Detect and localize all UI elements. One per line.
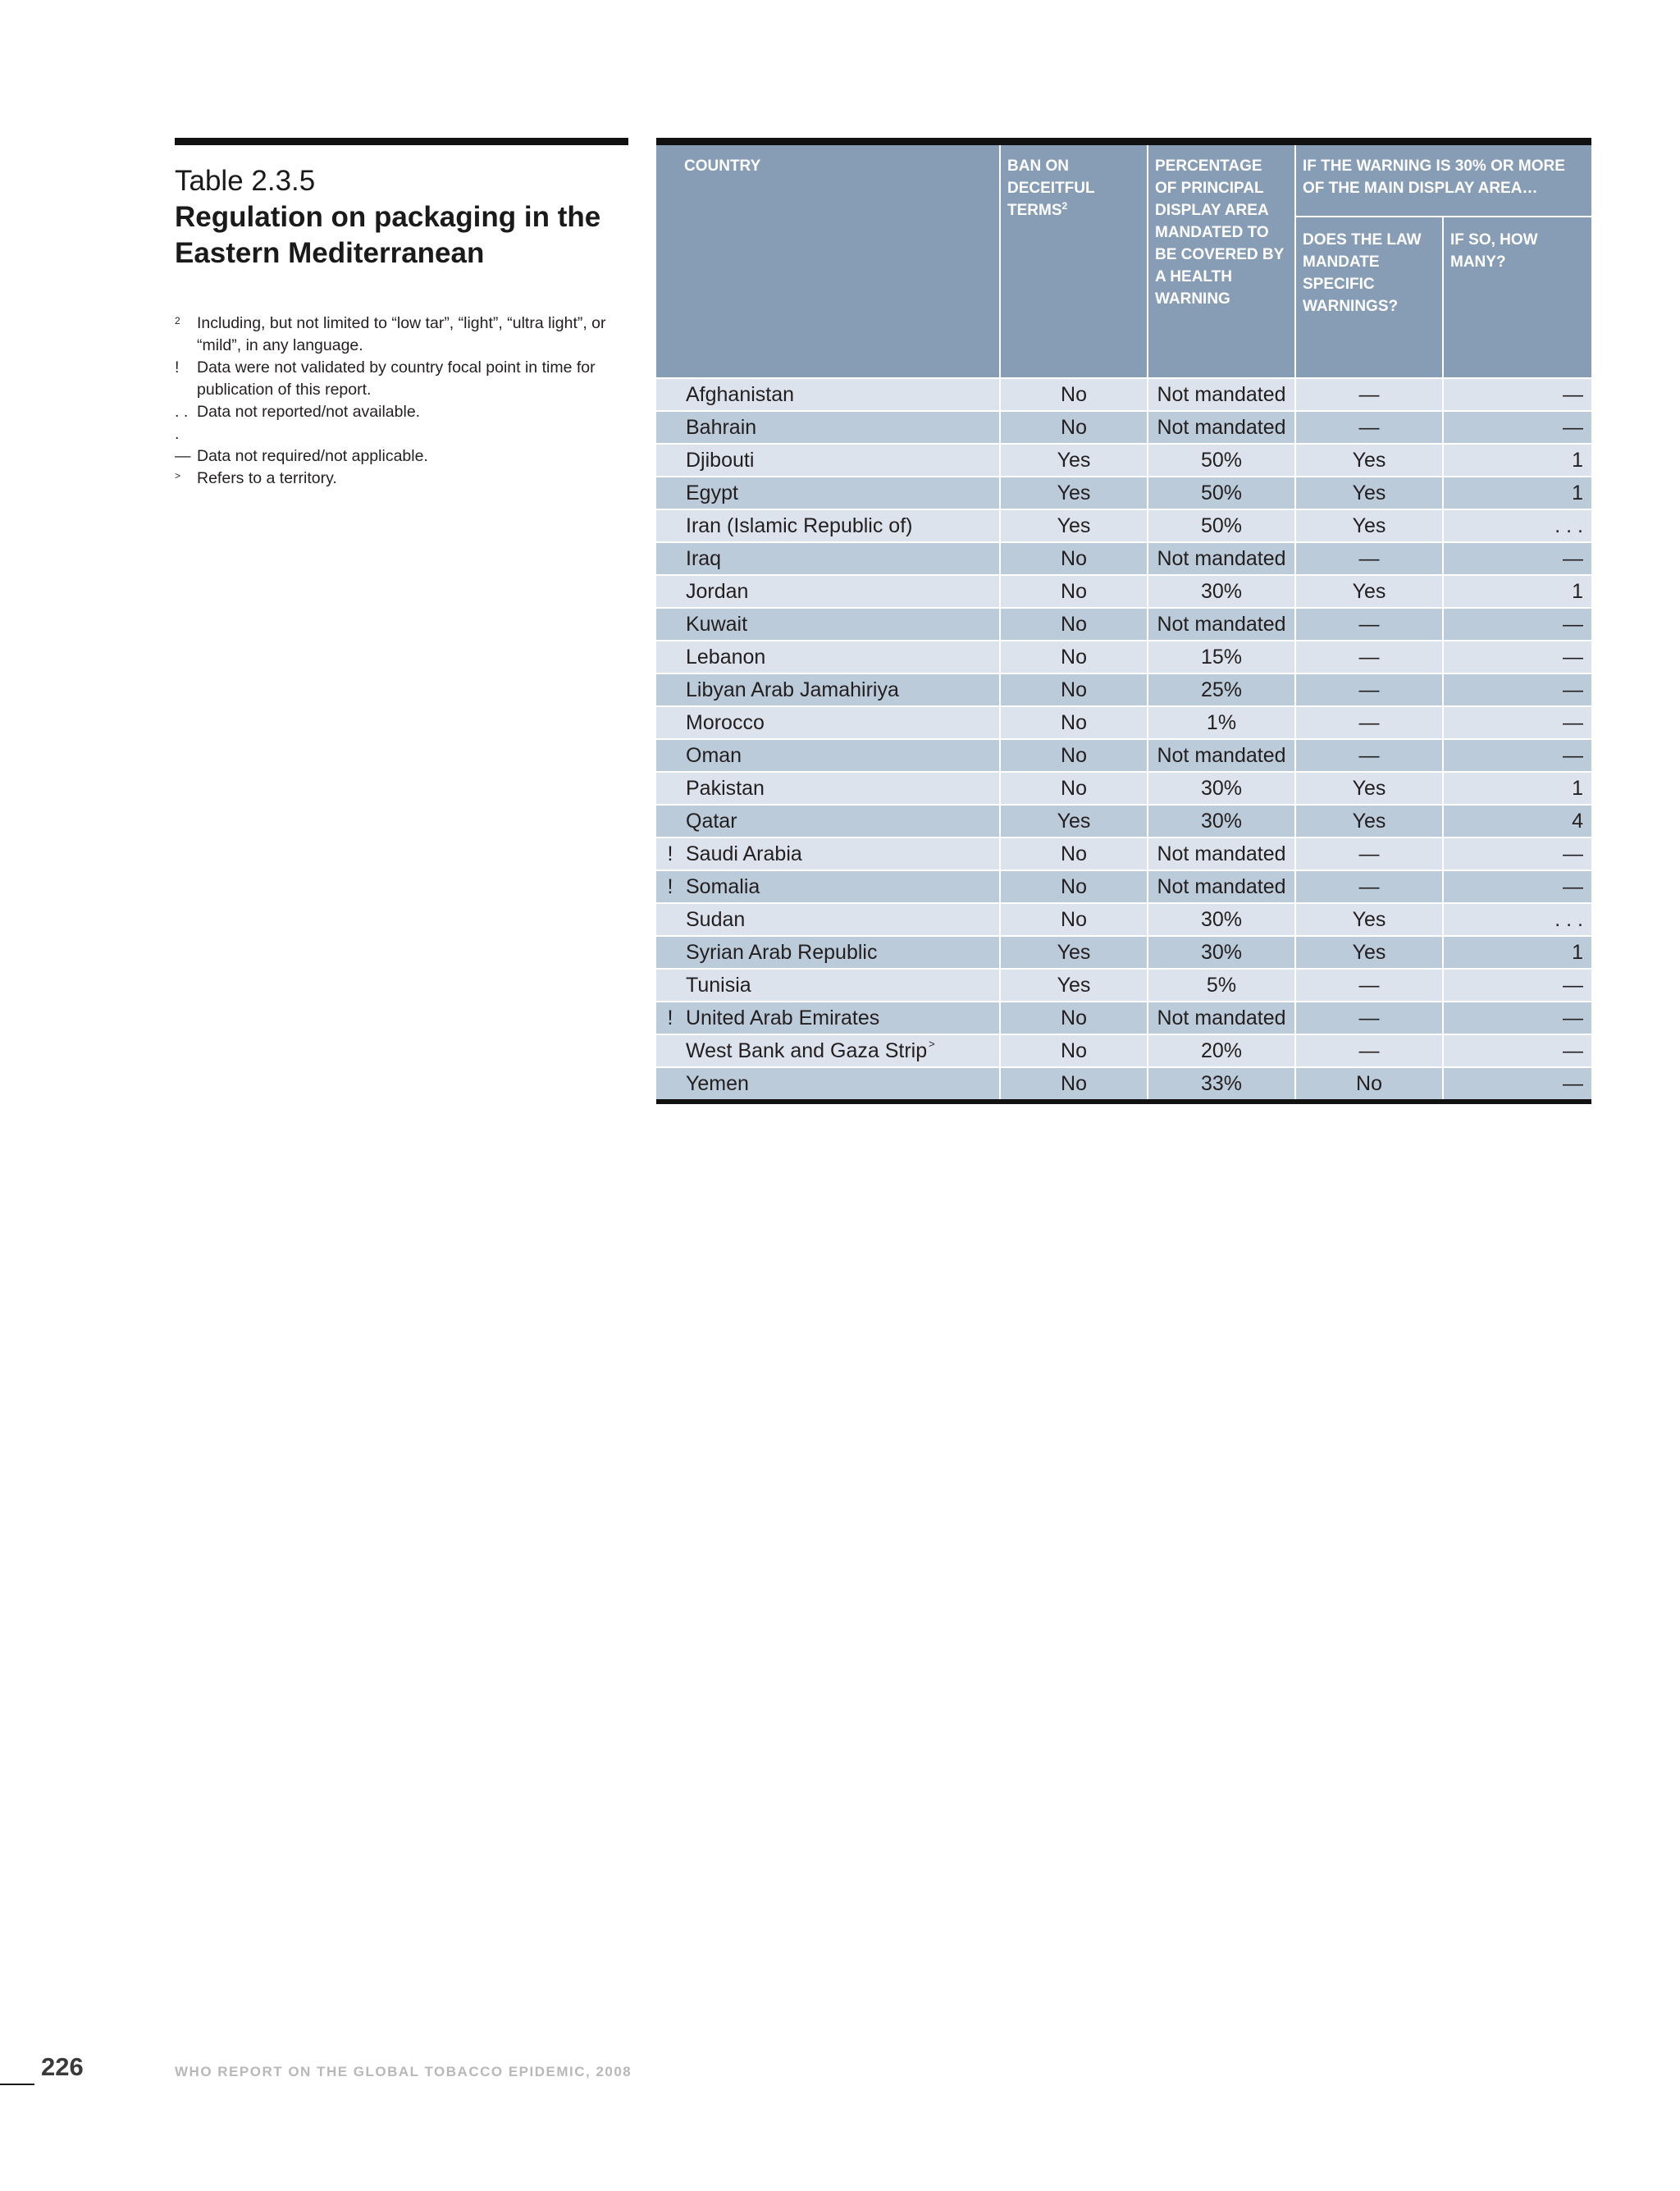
table-header	[656, 145, 1591, 378]
validation-flag	[656, 411, 684, 444]
validation-flag	[656, 608, 684, 641]
validation-flag	[656, 673, 684, 706]
footnote-mark: 2	[175, 315, 180, 326]
cell-how-many: —	[1443, 870, 1591, 903]
validation-flag	[656, 575, 684, 608]
cell-specific-warnings: —	[1295, 673, 1443, 706]
cell-country	[684, 542, 1000, 575]
cell-ban-deceitful-terms: No	[1000, 378, 1148, 411]
validation-flag	[656, 542, 684, 575]
table-top-rule	[656, 138, 1591, 145]
cell-ban-deceitful-terms: No	[1000, 739, 1148, 772]
cell-ban-deceitful-terms: Yes	[1000, 969, 1148, 1002]
cell-specific-warnings: —	[1295, 1002, 1443, 1034]
header-ban-label: BAN ON DECEITFUL TERMS	[1007, 157, 1095, 219]
table-row	[656, 870, 1591, 903]
cell-how-many: —	[1443, 1067, 1591, 1099]
cell-how-many: 4	[1443, 805, 1591, 838]
table-row	[656, 936, 1591, 969]
footnote-text: Data were not validated by country focal point in time for publication of this report.	[197, 358, 596, 399]
cell-ban-deceitful-terms: No	[1000, 838, 1148, 870]
cell-ban-deceitful-terms: Yes	[1000, 936, 1148, 969]
country-name: Pakistan	[686, 777, 765, 800]
country-name: Yemen	[686, 1072, 749, 1095]
cell-percentage: Not mandated	[1148, 1002, 1295, 1034]
cell-country	[684, 739, 1000, 772]
cell-how-many: 1	[1443, 936, 1591, 969]
cell-percentage: Not mandated	[1148, 608, 1295, 641]
validation-flag	[656, 969, 684, 1002]
cell-percentage: Not mandated	[1148, 838, 1295, 870]
cell-how-many: —	[1443, 378, 1591, 411]
footnote-text: Including, but not limited to “low tar”, “light”, “ultra light”, or “mild”, in any language.	[197, 314, 606, 354]
validation-flag	[656, 444, 684, 477]
cell-country	[684, 903, 1000, 936]
table-title-line-2: Eastern Mediterranean	[175, 237, 485, 269]
table-row	[656, 772, 1591, 805]
header-country	[656, 145, 1000, 378]
footnote-mark: >	[175, 470, 181, 482]
table-number: Table 2.3.5	[175, 165, 316, 197]
validation-flag: !	[656, 1002, 684, 1034]
cell-percentage: Not mandated	[1148, 739, 1295, 772]
cell-percentage: 30%	[1148, 805, 1295, 838]
cell-percentage: 1%	[1148, 706, 1295, 739]
cell-how-many: —	[1443, 673, 1591, 706]
cell-how-many: 1	[1443, 444, 1591, 477]
cell-percentage: Not mandated	[1148, 542, 1295, 575]
cell-ban-deceitful-terms: No	[1000, 575, 1148, 608]
cell-ban-deceitful-terms: No	[1000, 706, 1148, 739]
validation-flag	[656, 509, 684, 542]
country-name: Syrian Arab Republic	[686, 941, 878, 964]
cell-country	[684, 1002, 1000, 1034]
country-name: Iraq	[686, 547, 722, 570]
cell-percentage: 33%	[1148, 1067, 1295, 1099]
table-row	[656, 838, 1591, 870]
cell-ban-deceitful-terms: Yes	[1000, 805, 1148, 838]
cell-how-many: 1	[1443, 772, 1591, 805]
country-name: Qatar	[686, 810, 737, 833]
cell-how-many: —	[1443, 411, 1591, 444]
cell-how-many: —	[1443, 969, 1591, 1002]
footnote	[175, 401, 628, 445]
cell-specific-warnings: —	[1295, 870, 1443, 903]
cell-how-many: —	[1443, 1034, 1591, 1067]
header-specific-warnings: DOES THE LAW MANDATE SPECIFIC WARNINGS?	[1295, 217, 1443, 378]
table-row	[656, 706, 1591, 739]
table-row	[656, 444, 1591, 477]
header-how-many: IF SO, HOW MANY?	[1443, 217, 1591, 378]
footnote-mark: !	[175, 358, 180, 377]
table-caption	[175, 138, 628, 490]
table-row	[656, 1002, 1591, 1034]
cell-how-many: —	[1443, 706, 1591, 739]
cell-percentage: 50%	[1148, 444, 1295, 477]
footnote	[175, 468, 628, 490]
table-title-line-1: Regulation on packaging in the	[175, 201, 601, 233]
cell-ban-deceitful-terms: No	[1000, 542, 1148, 575]
title-rule	[175, 138, 628, 145]
validation-flag	[656, 378, 684, 411]
cell-country	[684, 673, 1000, 706]
table-row	[656, 739, 1591, 772]
country-name: Afghanistan	[686, 383, 795, 406]
country-name: Lebanon	[686, 646, 766, 669]
table-bottom-rule	[656, 1099, 1591, 1104]
country-name: Oman	[686, 744, 742, 767]
validation-flag	[656, 805, 684, 838]
cell-percentage: 30%	[1148, 903, 1295, 936]
cell-specific-warnings: —	[1295, 1034, 1443, 1067]
cell-ban-deceitful-terms: No	[1000, 903, 1148, 936]
cell-country	[684, 706, 1000, 739]
cell-percentage: 5%	[1148, 969, 1295, 1002]
country-name: United Arab Emirates	[686, 1006, 880, 1029]
validation-flag	[656, 772, 684, 805]
table-row	[656, 641, 1591, 673]
cell-percentage: 30%	[1148, 772, 1295, 805]
cell-country	[684, 509, 1000, 542]
cell-ban-deceitful-terms: No	[1000, 1067, 1148, 1099]
cell-country	[684, 805, 1000, 838]
cell-percentage: Not mandated	[1148, 870, 1295, 903]
country-name: Libyan Arab Jamahiriya	[686, 678, 899, 701]
table-row	[656, 542, 1591, 575]
country-name: Kuwait	[686, 613, 748, 636]
table-body	[656, 378, 1591, 1099]
cell-percentage: 30%	[1148, 575, 1295, 608]
validation-flag	[656, 1034, 684, 1067]
table-row	[656, 805, 1591, 838]
cell-specific-warnings: Yes	[1295, 575, 1443, 608]
table-row	[656, 509, 1591, 542]
table-row	[656, 608, 1591, 641]
cell-country	[684, 1034, 1000, 1067]
cell-country	[684, 444, 1000, 477]
footnotes	[175, 313, 628, 490]
cell-specific-warnings: —	[1295, 969, 1443, 1002]
cell-specific-warnings: —	[1295, 739, 1443, 772]
cell-country	[684, 411, 1000, 444]
table-row	[656, 969, 1591, 1002]
footnote-text: Data not reported/not available.	[197, 403, 421, 421]
cell-how-many: . . .	[1443, 509, 1591, 542]
cell-country	[684, 378, 1000, 411]
header-ban-deceitful-terms	[1000, 145, 1148, 378]
cell-ban-deceitful-terms: No	[1000, 641, 1148, 673]
validation-flag	[656, 903, 684, 936]
cell-country	[684, 936, 1000, 969]
cell-specific-warnings: Yes	[1295, 509, 1443, 542]
country-name: Somalia	[686, 875, 760, 898]
cell-percentage: 20%	[1148, 1034, 1295, 1067]
table-row	[656, 1067, 1591, 1099]
cell-percentage: 50%	[1148, 509, 1295, 542]
cell-country	[684, 608, 1000, 641]
country-name: Jordan	[686, 580, 749, 603]
cell-ban-deceitful-terms: No	[1000, 1002, 1148, 1034]
table-row	[656, 575, 1591, 608]
page-number: 226	[41, 2052, 84, 2081]
country-name: West Bank and Gaza Strip	[686, 1039, 928, 1062]
table-row	[656, 1034, 1591, 1067]
footnote-text: Data not required/not applicable.	[197, 447, 428, 465]
header-country-label: COUNTRY	[684, 157, 761, 175]
cell-specific-warnings: Yes	[1295, 936, 1443, 969]
cell-specific-warnings: —	[1295, 641, 1443, 673]
footnote	[175, 313, 628, 357]
country-name: Iran (Islamic Republic of)	[686, 514, 913, 537]
cell-specific-warnings: —	[1295, 542, 1443, 575]
cell-specific-warnings: Yes	[1295, 772, 1443, 805]
validation-flag: !	[656, 870, 684, 903]
validation-flag	[656, 936, 684, 969]
cell-percentage: 25%	[1148, 673, 1295, 706]
cell-specific-warnings: —	[1295, 838, 1443, 870]
packaging-regulation-table	[656, 138, 1591, 1104]
validation-flag	[656, 739, 684, 772]
table-row	[656, 903, 1591, 936]
footnote-text: Refers to a territory.	[197, 469, 337, 487]
country-name: Bahrain	[686, 416, 757, 439]
cell-ban-deceitful-terms: No	[1000, 870, 1148, 903]
cell-country	[684, 575, 1000, 608]
header-percentage-display-area: PERCENTAGE OF PRINCIPAL DISPLAY AREA MANDATED TO BE COVERED BY A HEALTH WARNING	[1148, 145, 1295, 378]
cell-how-many: 1	[1443, 477, 1591, 509]
cell-specific-warnings: Yes	[1295, 805, 1443, 838]
cell-specific-warnings: —	[1295, 378, 1443, 411]
cell-how-many: —	[1443, 641, 1591, 673]
cell-country	[684, 838, 1000, 870]
cell-country	[684, 870, 1000, 903]
header-ban-footnote-ref: 2	[1061, 200, 1068, 212]
cell-percentage: 50%	[1148, 477, 1295, 509]
cell-how-many: —	[1443, 542, 1591, 575]
data-table	[656, 145, 1591, 1099]
validation-flag	[656, 477, 684, 509]
validation-flag: !	[656, 838, 684, 870]
cell-country	[684, 1067, 1000, 1099]
cell-country	[684, 477, 1000, 509]
cell-specific-warnings: No	[1295, 1067, 1443, 1099]
country-name: Tunisia	[686, 974, 751, 997]
cell-specific-warnings: —	[1295, 608, 1443, 641]
table-row	[656, 378, 1591, 411]
country-name: Morocco	[686, 711, 765, 734]
cell-country	[684, 969, 1000, 1002]
table-row	[656, 411, 1591, 444]
footnote-mark: —	[175, 447, 191, 465]
cell-percentage: Not mandated	[1148, 378, 1295, 411]
cell-specific-warnings: —	[1295, 411, 1443, 444]
cell-specific-warnings: Yes	[1295, 477, 1443, 509]
cell-percentage: 15%	[1148, 641, 1295, 673]
validation-flag	[656, 706, 684, 739]
cell-how-many: —	[1443, 739, 1591, 772]
validation-flag	[656, 1067, 684, 1099]
cell-ban-deceitful-terms: Yes	[1000, 477, 1148, 509]
cell-how-many: —	[1443, 608, 1591, 641]
cell-how-many: —	[1443, 1002, 1591, 1034]
table-row	[656, 673, 1591, 706]
footnote	[175, 357, 628, 401]
country-name: Egypt	[686, 482, 738, 504]
cell-percentage: 30%	[1148, 936, 1295, 969]
cell-ban-deceitful-terms: No	[1000, 411, 1148, 444]
header-warning-group: IF THE WARNING IS 30% OR MORE OF THE MAIN DISPLAY AREA…	[1295, 145, 1591, 217]
country-name: Saudi Arabia	[686, 842, 802, 865]
validation-flag	[656, 641, 684, 673]
country-name: Djibouti	[686, 449, 755, 472]
footnote	[175, 445, 628, 468]
cell-specific-warnings: —	[1295, 706, 1443, 739]
footnote-mark: . . .	[175, 403, 189, 443]
cell-ban-deceitful-terms: Yes	[1000, 444, 1148, 477]
cell-how-many: —	[1443, 838, 1591, 870]
cell-how-many: . . .	[1443, 903, 1591, 936]
cell-percentage: Not mandated	[1148, 411, 1295, 444]
cell-ban-deceitful-terms: Yes	[1000, 509, 1148, 542]
cell-country	[684, 772, 1000, 805]
country-name: Sudan	[686, 908, 746, 931]
cell-ban-deceitful-terms: No	[1000, 673, 1148, 706]
cell-how-many: 1	[1443, 575, 1591, 608]
table-row	[656, 477, 1591, 509]
cell-specific-warnings: Yes	[1295, 444, 1443, 477]
footer-rule	[0, 2084, 34, 2085]
cell-ban-deceitful-terms: No	[1000, 1034, 1148, 1067]
cell-ban-deceitful-terms: No	[1000, 608, 1148, 641]
cell-specific-warnings: Yes	[1295, 903, 1443, 936]
running-footer: WHO REPORT ON THE GLOBAL TOBACCO EPIDEMIC, 2008	[175, 2064, 632, 2079]
cell-ban-deceitful-terms: No	[1000, 772, 1148, 805]
territory-marker: >	[929, 1038, 935, 1050]
cell-country	[684, 641, 1000, 673]
